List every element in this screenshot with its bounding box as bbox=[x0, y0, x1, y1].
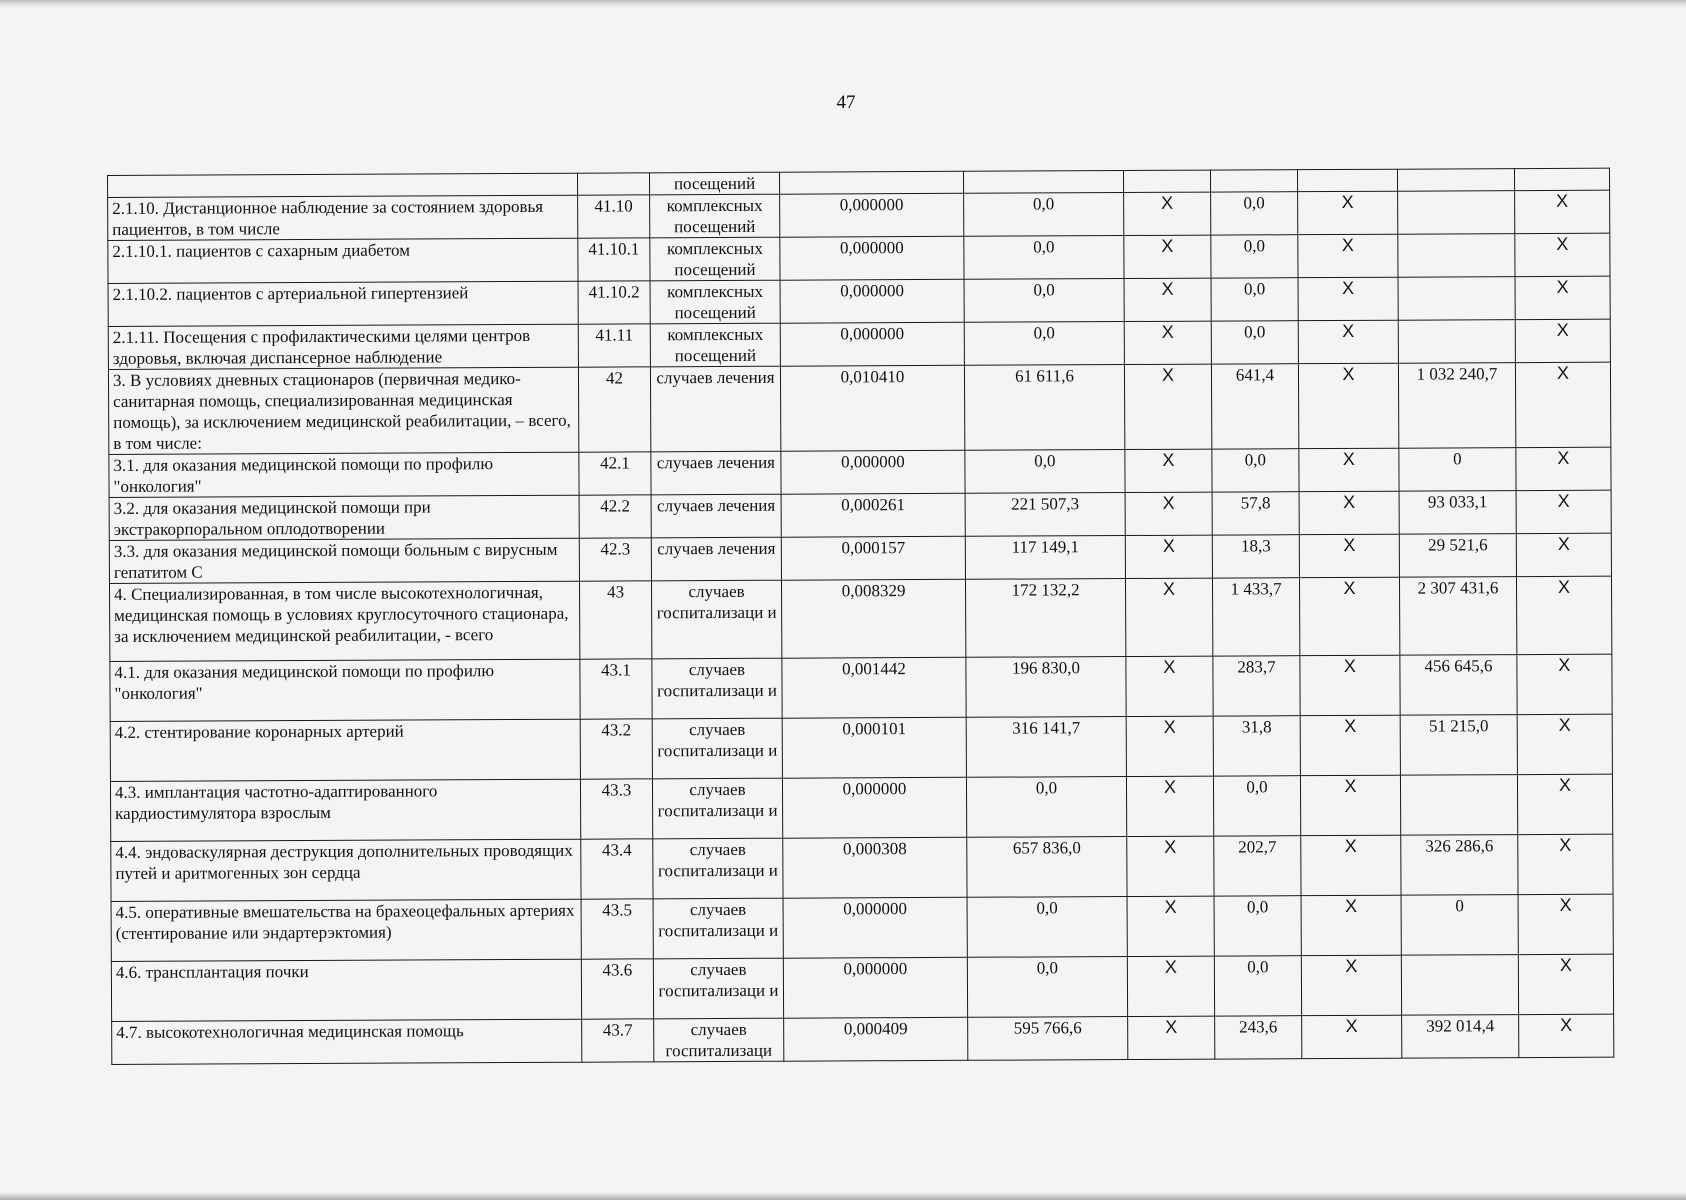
row-x-mark: Х bbox=[1517, 654, 1612, 714]
row-sum bbox=[1400, 775, 1517, 836]
row-x-mark: Х bbox=[1126, 716, 1213, 776]
row-x-mark: Х bbox=[1515, 190, 1610, 233]
row-x-mark: Х bbox=[1125, 578, 1212, 656]
row-name: 4.1. для оказания медицинской помощи по профилю "онкология" bbox=[110, 659, 580, 721]
row-per-capita: 1 433,7 bbox=[1212, 578, 1299, 656]
row-name: 3. В условиях дневных стационаров (первичная медико-санитарная помощь, специализированная медицинская помощь), за исключением медицинской реабилитации, – всего, в том числе: bbox=[108, 367, 578, 454]
row-x-mark bbox=[1514, 168, 1609, 190]
row-sum: 0 bbox=[1399, 448, 1516, 492]
row-sum: 392 014,4 bbox=[1402, 1015, 1519, 1059]
row-unit: случаев лечения bbox=[651, 537, 781, 581]
row-cost: 0,0 bbox=[964, 279, 1124, 323]
row-unit: посещений bbox=[649, 172, 779, 195]
row-code: 43 bbox=[579, 581, 651, 659]
row-code: 43.6 bbox=[581, 959, 653, 1019]
row-name: 2.1.10.2. пациентов с артериальной гипертензией bbox=[108, 281, 578, 326]
row-cost: 0,0 bbox=[966, 777, 1126, 838]
row-per-capita: 0,0 bbox=[1214, 956, 1301, 1016]
row-volume: 0,000000 bbox=[782, 777, 966, 838]
row-volume: 0,000000 bbox=[780, 236, 964, 280]
row-cost: 0,0 bbox=[964, 236, 1124, 280]
row-code: 41.11 bbox=[578, 324, 650, 367]
table-row bbox=[108, 233, 1610, 283]
row-x-mark: Х bbox=[1516, 576, 1611, 654]
row-x-mark: Х bbox=[1127, 956, 1214, 1016]
table-row bbox=[110, 654, 1612, 721]
row-x-mark: Х bbox=[1298, 191, 1398, 234]
row-unit: комплексных посещений bbox=[650, 237, 780, 281]
row-unit: случаев госпитализаци и bbox=[653, 898, 783, 959]
row-per-capita: 0,0 bbox=[1213, 776, 1300, 836]
row-name: 4.6. трансплантация почки bbox=[111, 959, 581, 1021]
row-sum bbox=[1397, 169, 1514, 192]
row-unit: случаев лечения bbox=[651, 494, 781, 538]
row-code: 43.7 bbox=[582, 1019, 654, 1062]
row-sum bbox=[1401, 955, 1518, 1016]
table-row bbox=[109, 490, 1611, 540]
row-x-mark: Х bbox=[1518, 834, 1613, 894]
row-volume: 0,000000 bbox=[780, 279, 964, 323]
row-unit: случаев госпитализаци и bbox=[652, 658, 782, 719]
row-volume: 0,008329 bbox=[781, 579, 965, 658]
table-row bbox=[109, 576, 1611, 661]
table-body bbox=[108, 168, 1614, 1064]
row-volume: 0,000000 bbox=[783, 957, 967, 1018]
row-name: 4.2. стентирование коронарных артерий bbox=[110, 719, 580, 781]
row-cost: 117 149,1 bbox=[965, 536, 1125, 580]
table-row bbox=[111, 894, 1613, 961]
row-code: 43.3 bbox=[580, 779, 652, 839]
table-row bbox=[111, 954, 1613, 1021]
row-x-mark: Х bbox=[1517, 714, 1612, 774]
row-code: 43.1 bbox=[580, 659, 652, 719]
table-row bbox=[109, 533, 1611, 583]
row-volume: 0,000409 bbox=[784, 1017, 968, 1061]
table-row bbox=[109, 447, 1611, 497]
row-cost: 221 507,3 bbox=[965, 493, 1125, 537]
row-volume: 0,000157 bbox=[781, 536, 965, 580]
row-cost: 0,0 bbox=[967, 897, 1127, 958]
row-per-capita: 57,8 bbox=[1212, 492, 1299, 535]
row-x-mark: Х bbox=[1516, 447, 1611, 490]
row-cost: 0,0 bbox=[964, 322, 1124, 366]
row-code: 41.10 bbox=[578, 195, 650, 238]
row-unit: случаев лечения bbox=[650, 366, 780, 452]
row-code: 42.1 bbox=[579, 452, 651, 495]
row-per-capita: 0,0 bbox=[1214, 896, 1301, 956]
row-volume: 0,000000 bbox=[781, 450, 965, 494]
row-x-mark: Х bbox=[1127, 896, 1214, 956]
table-row bbox=[110, 774, 1612, 841]
table-row bbox=[110, 714, 1612, 781]
row-x-mark: Х bbox=[1518, 954, 1613, 1014]
program-table bbox=[107, 168, 1614, 1065]
row-code: 41.10.1 bbox=[578, 238, 650, 281]
row-name: 4.4. эндоваскулярная деструкция дополнительных проводящих путей и аритмогенных зон сердца bbox=[111, 839, 581, 901]
row-name: 2.1.10.1. пациентов с сахарным диабетом bbox=[108, 238, 578, 283]
row-x-mark: Х bbox=[1515, 319, 1610, 362]
row-sum: 326 286,6 bbox=[1401, 835, 1518, 896]
row-volume: 0,000000 bbox=[780, 193, 964, 237]
row-sum bbox=[1398, 234, 1515, 278]
row-x-mark: Х bbox=[1126, 656, 1213, 716]
row-unit: случаев госпитализаци и bbox=[652, 718, 782, 779]
row-x-mark: Х bbox=[1128, 1016, 1215, 1059]
row-x-mark: Х bbox=[1299, 534, 1399, 577]
row-sum: 51 215,0 bbox=[1400, 715, 1517, 776]
row-unit: комплексных посещений bbox=[650, 280, 780, 324]
row-volume bbox=[779, 171, 963, 194]
row-x-mark bbox=[1123, 170, 1210, 192]
row-x-mark: Х bbox=[1299, 491, 1399, 534]
row-x-mark: Х bbox=[1302, 1015, 1402, 1058]
row-unit: случаев госпитализаци и bbox=[652, 778, 782, 839]
row-unit: комплексных посещений bbox=[650, 194, 780, 238]
row-x-mark: Х bbox=[1127, 836, 1214, 896]
row-per-capita: 0,0 bbox=[1211, 278, 1298, 321]
row-x-mark: Х bbox=[1124, 364, 1211, 449]
row-per-capita: 243,6 bbox=[1215, 1016, 1302, 1059]
row-code: 42.2 bbox=[579, 495, 651, 538]
row-name: 3.1. для оказания медицинской помощи по профилю "онкология" bbox=[109, 452, 579, 497]
row-per-capita: 202,7 bbox=[1214, 836, 1301, 896]
row-volume: 0,010410 bbox=[780, 365, 964, 451]
table-row bbox=[111, 834, 1613, 901]
row-name: 3.2. для оказания медицинской помощи при экстракорпоральном оплодотворении bbox=[109, 495, 579, 540]
row-code bbox=[577, 173, 649, 195]
row-name: 4. Специализированная, в том числе высокотехнологичная, медицинская помощь в условиях круглосуточного стационара, за исключением медицинской реабилитации, - всего bbox=[109, 581, 579, 661]
row-sum: 1 032 240,7 bbox=[1398, 363, 1515, 449]
row-unit: случаев госпитализаци и bbox=[651, 580, 781, 659]
row-sum bbox=[1398, 191, 1515, 235]
row-cost: 196 830,0 bbox=[966, 657, 1126, 718]
row-x-mark: Х bbox=[1124, 235, 1211, 278]
row-name: 4.5. оперативные вмешательства на брахеоцефальных артериях (стентирование или эндартерэктомия) bbox=[111, 899, 581, 961]
row-x-mark: Х bbox=[1516, 490, 1611, 533]
row-cost bbox=[963, 171, 1123, 194]
row-volume: 0,000000 bbox=[780, 322, 964, 366]
row-unit: случаев госпитализаци и bbox=[653, 838, 783, 899]
row-per-capita: 0,0 bbox=[1211, 192, 1298, 235]
row-x-mark: Х bbox=[1298, 277, 1398, 320]
row-name: 2.1.10. Дистанционное наблюдение за состоянием здоровья пациентов, в том числе bbox=[108, 195, 578, 240]
row-per-capita: 641,4 bbox=[1211, 364, 1298, 449]
row-x-mark: Х bbox=[1126, 776, 1213, 836]
row-x-mark: Х bbox=[1515, 233, 1610, 276]
row-volume: 0,000261 bbox=[781, 493, 965, 537]
row-name: 3.3. для оказания медицинской помощи больным с вирусным гепатитом С bbox=[109, 538, 579, 583]
row-per-capita: 31,8 bbox=[1213, 716, 1300, 776]
row-cost: 657 836,0 bbox=[967, 837, 1127, 898]
row-per-capita: 18,3 bbox=[1212, 535, 1299, 578]
row-x-mark: Х bbox=[1300, 655, 1400, 715]
row-unit: случаев госпитализаци и bbox=[653, 958, 783, 1019]
row-x-mark: Х bbox=[1515, 276, 1610, 319]
row-code: 41.10.2 bbox=[578, 281, 650, 324]
row-cost: 172 132,2 bbox=[965, 579, 1125, 658]
row-x-mark: Х bbox=[1299, 577, 1399, 655]
row-volume: 0,001442 bbox=[782, 657, 966, 718]
row-per-capita: 0,0 bbox=[1212, 449, 1299, 492]
row-x-mark bbox=[1297, 169, 1397, 191]
table-row bbox=[108, 276, 1610, 326]
row-sum: 2 307 431,6 bbox=[1399, 577, 1516, 656]
row-x-mark: Х bbox=[1125, 535, 1212, 578]
row-sum bbox=[1398, 277, 1515, 321]
row-x-mark: Х bbox=[1124, 278, 1211, 321]
row-per-capita: 0,0 bbox=[1211, 321, 1298, 364]
table-row bbox=[108, 362, 1610, 454]
table-row bbox=[112, 1014, 1614, 1064]
row-sum: 456 645,6 bbox=[1400, 655, 1517, 716]
row-x-mark: Х bbox=[1299, 448, 1399, 491]
row-sum: 93 033,1 bbox=[1399, 491, 1516, 535]
row-x-mark: Х bbox=[1516, 533, 1611, 576]
row-volume: 0,000101 bbox=[782, 717, 966, 778]
row-code: 43.5 bbox=[581, 899, 653, 959]
row-x-mark: Х bbox=[1517, 774, 1612, 834]
row-per-capita: 283,7 bbox=[1213, 656, 1300, 716]
row-x-mark: Х bbox=[1518, 894, 1613, 954]
page-number: 47 bbox=[836, 92, 856, 113]
row-x-mark: Х bbox=[1300, 775, 1400, 835]
table-row bbox=[108, 319, 1610, 369]
row-cost: 61 611,6 bbox=[964, 365, 1124, 451]
row-sum: 29 521,6 bbox=[1399, 534, 1516, 578]
row-x-mark: Х bbox=[1300, 715, 1400, 775]
row-cost: 316 141,7 bbox=[966, 717, 1126, 778]
row-x-mark: Х bbox=[1298, 320, 1398, 363]
row-x-mark: Х bbox=[1125, 492, 1212, 535]
row-unit: случаев госпитализаци bbox=[654, 1018, 784, 1062]
row-x-mark: Х bbox=[1519, 1014, 1614, 1057]
row-x-mark: Х bbox=[1124, 192, 1211, 235]
row-cost: 0,0 bbox=[965, 450, 1125, 494]
row-name: 4.7. высокотехнологичная медицинская помощь bbox=[112, 1019, 582, 1064]
table-row bbox=[108, 190, 1610, 240]
row-name bbox=[108, 173, 578, 197]
row-code: 43.4 bbox=[581, 839, 653, 899]
row-name: 4.3. имплантация частотно-адаптированного кардиостимулятора взрослым bbox=[110, 779, 580, 841]
row-unit: комплексных посещений bbox=[650, 323, 780, 367]
row-name: 2.1.11. Посещения с профилактическими целями центров здоровья, включая диспансерное наблюдение bbox=[108, 324, 578, 369]
row-cost: 0,0 bbox=[967, 957, 1127, 1018]
row-per-capita bbox=[1210, 170, 1297, 192]
row-x-mark: Х bbox=[1298, 363, 1398, 448]
row-sum: 0 bbox=[1401, 895, 1518, 956]
row-x-mark: Х bbox=[1125, 449, 1212, 492]
row-cost: 0,0 bbox=[964, 193, 1124, 237]
row-cost: 595 766,6 bbox=[968, 1017, 1128, 1061]
row-x-mark: Х bbox=[1301, 955, 1401, 1015]
row-x-mark: Х bbox=[1298, 234, 1398, 277]
row-x-mark: Х bbox=[1301, 895, 1401, 955]
row-sum bbox=[1398, 320, 1515, 364]
row-x-mark: Х bbox=[1301, 835, 1401, 895]
row-x-mark: Х bbox=[1515, 362, 1610, 447]
row-volume: 0,000000 bbox=[783, 897, 967, 958]
row-unit: случаев лечения bbox=[651, 451, 781, 495]
scan-edge-top bbox=[0, 0, 1686, 8]
row-x-mark: Х bbox=[1124, 321, 1211, 364]
row-code: 43.2 bbox=[580, 719, 652, 779]
row-code: 42 bbox=[578, 367, 650, 452]
row-code: 42.3 bbox=[579, 538, 651, 581]
scan-edge-bottom bbox=[0, 1192, 1686, 1200]
row-volume: 0,000308 bbox=[783, 837, 967, 898]
row-per-capita: 0,0 bbox=[1211, 235, 1298, 278]
